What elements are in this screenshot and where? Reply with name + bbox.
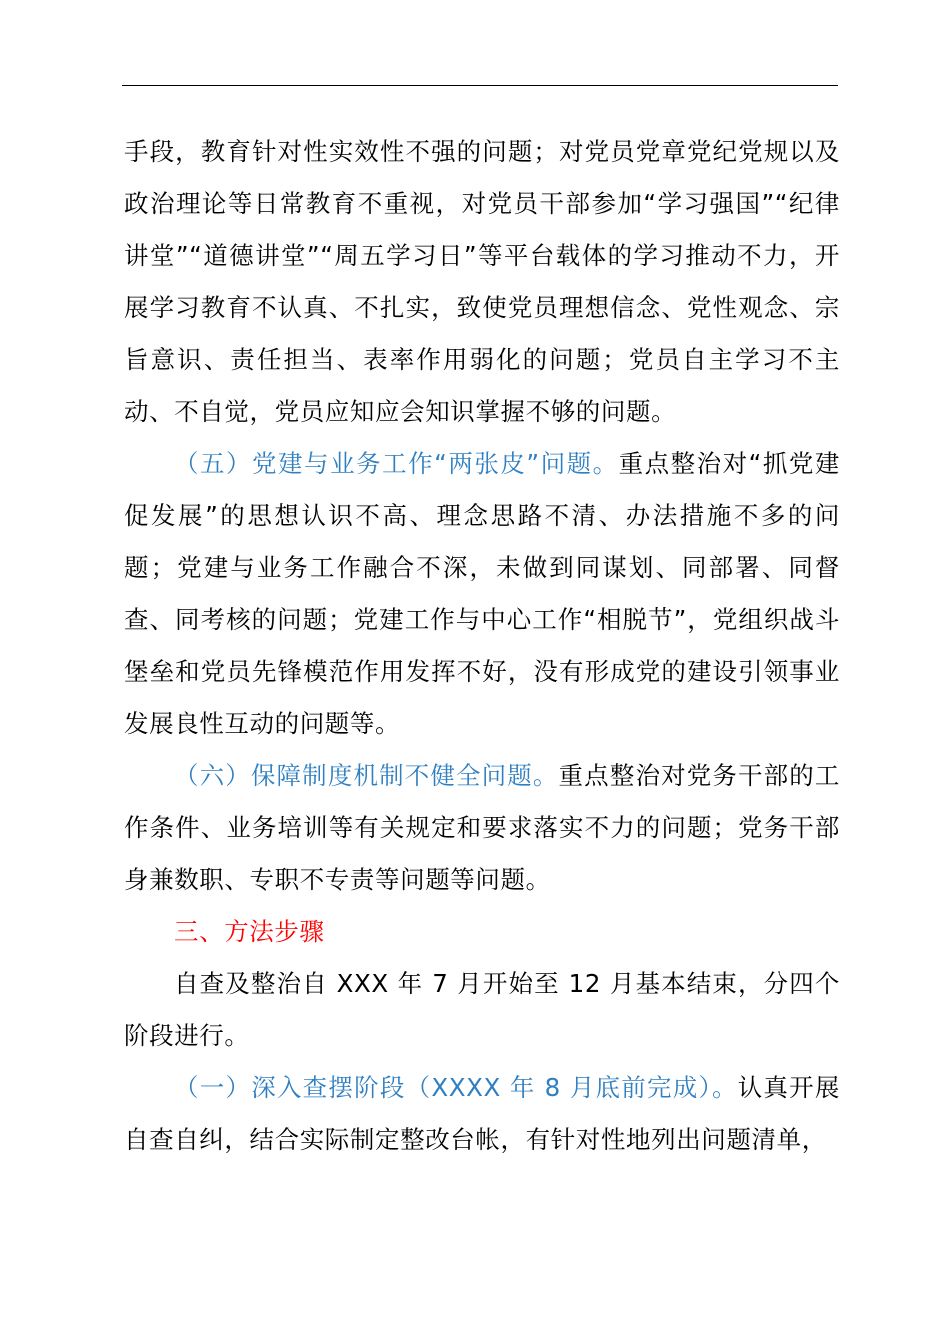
paragraph-text: 认真开展自查自纠，结合实际制定整改台帐，有针对性地列出问题清单， xyxy=(124,1073,840,1154)
paragraph-text: 自查及整治自 XXX 年 7 月开始至 12 月基本结束，分四个阶段进行。 xyxy=(124,969,840,1050)
paragraph-schedule xyxy=(124,958,840,1062)
section-title: 三、方法步骤 xyxy=(174,917,325,946)
paragraph-text: 重点整治对党务干部的工作条件、业务培训等有关规定和要求落实不力的问题；党务干部身兼数职、专职不专责等问题等问题。 xyxy=(124,761,841,894)
header-rule xyxy=(122,85,838,86)
subheading-step-1: （一）深入查摆阶段（XXXX 年 8 月底前完成）。 xyxy=(174,1073,738,1102)
paragraph-continuation xyxy=(124,126,840,438)
paragraph-text: 重点整治对“抓党建促发展”的思想认识不高、理念思路不清、办法措施不多的问题；党建与业务工作融合不深，未做到同谋划、同部署、同督查、同考核的问题；党建工作与中心工作“相脱节”，党组织战斗堡垒和党员先锋模范作用发挥不好，没有形成党的建设引领事业发展良性互动的问题等。 xyxy=(124,449,840,738)
document-body xyxy=(124,126,840,1166)
paragraph-text: 手段，教育针对性实效性不强的问题；对党员党章党纪党规以及政治理论等日常教育不重视，对党员干部参加“学习强国”“纪律讲堂”“道德讲堂”“周五学习日”等平台载体的学习推动不力，开展学习教育不认真、不扎实，致使党员理想信念、党性观念、宗旨意识、责任担当、表率作用弱化的问题；党员自主学习不主动、不自觉，党员应知应会知识掌握不够的问题。 xyxy=(124,137,840,426)
subheading-item-5: （五）党建与业务工作“两张皮”问题。 xyxy=(174,449,619,478)
paragraph-item-5 xyxy=(124,438,840,750)
subheading-item-6: （六）保障制度机制不健全问题。 xyxy=(174,761,559,790)
paragraph-item-6 xyxy=(124,750,840,906)
paragraph-step-1 xyxy=(124,1062,840,1166)
section-heading-3 xyxy=(124,906,840,958)
